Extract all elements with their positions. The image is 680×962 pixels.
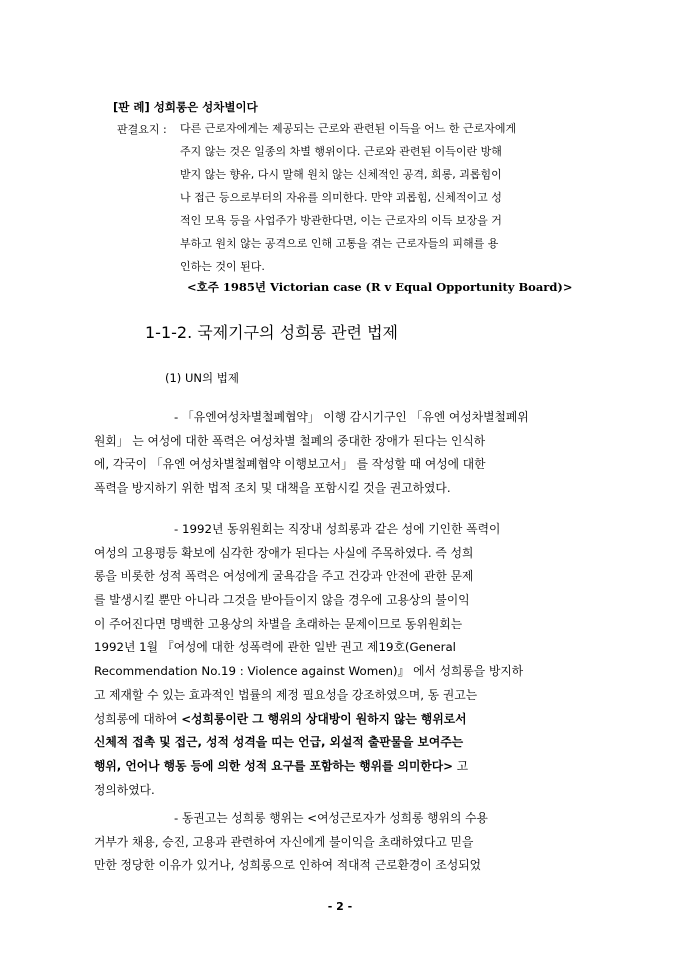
paragraph-line: - 「유엔여성차별철폐협약」 이행 감시기구인 「유엔 여성차별철폐위 bbox=[174, 410, 529, 424]
paragraph-line: 를 발생시킬 뿐만 아니라 그것을 받아들이지 않을 경우에 고용상의 불이익 bbox=[94, 593, 470, 608]
emphasis-line: 신체적 접촉 및 접근, 성적 성격을 띠는 언급, 외설적 출판물을 보여주는 bbox=[94, 735, 464, 750]
case-summary bbox=[180, 121, 586, 282]
paragraph-3 bbox=[94, 810, 588, 881]
paragraph-line: 거부가 채용, 승진, 고용과 관련하여 자신에게 불이익을 초래하였다고 믿을 bbox=[94, 834, 474, 849]
page-number: - 2 - bbox=[327, 900, 353, 913]
paragraph-line: 이 주어진다면 명백한 고용상의 차별을 초래하는 문제이므로 동위원회는 bbox=[94, 616, 463, 631]
paragraph-1 bbox=[94, 409, 588, 504]
paragraph-line: - 동권고는 성희롱 행위는 <여성근로자가 성희롱 행위의 수용 bbox=[174, 811, 488, 825]
paragraph-line: 롱을 비롯한 성적 폭력은 여성에게 굴욕감을 주고 건강과 안전에 관한 문제 bbox=[94, 569, 474, 584]
paragraph-line: Recommendation No.19 : Violence against Women)』 에서 성희롱을 방지하 bbox=[94, 664, 524, 679]
paragraph-2 bbox=[94, 521, 588, 805]
case-reference: <호주 1985년 Victorian case (R v Equal Opportunity Board)> bbox=[187, 280, 573, 294]
case-summary-line: 받지 않는 향유, 다시 말해 원치 않는 신체적인 공격, 희롱, 괴롭힘이 bbox=[180, 168, 502, 181]
paragraph-line: 원회」 는 여성에 대한 폭력은 여성차별 철폐의 중대한 장애가 된다는 인식하 bbox=[94, 433, 486, 448]
paragraph-line: 여성의 고용평등 확보에 심각한 장애가 된다는 사실에 주목하였다. 즉 성희 bbox=[94, 545, 474, 560]
case-summary-line: 다른 근로자에게는 제공되는 근로와 관련된 이득을 어느 한 근로자에게 bbox=[180, 122, 517, 135]
plain-text: 고 bbox=[453, 758, 469, 773]
emphasis-text: <성희롱이란 그 행위의 상대방이 원하지 않는 행위로서 bbox=[181, 711, 467, 726]
case-summary-line: 적인 모욕 등을 사업주가 방관한다면, 이는 근로자의 이득 보장을 거 bbox=[180, 214, 502, 227]
paragraph-line bbox=[94, 758, 588, 782]
case-summary-line: 주지 않는 것은 일종의 차별 행위이다. 근로와 관련된 이득이란 방해 bbox=[180, 145, 502, 158]
case-summary-line: 나 접근 등으로부터의 자유를 의미한다. 만약 괴롭힘, 신체적이고 성 bbox=[180, 191, 502, 204]
paragraph-line: 1992년 1월 『여성에 대한 성폭력에 관한 일반 권고 제19호(General bbox=[94, 640, 456, 655]
case-summary-line: 인하는 것이 된다. bbox=[180, 260, 265, 273]
paragraph-line bbox=[94, 711, 588, 735]
paragraph-line: 에, 각국이 「유엔 여성차별철폐협약 이행보고서」 를 작성할 때 여성에 대한 bbox=[94, 457, 486, 472]
emphasis-text: 행위, 언어나 행동 등에 의한 성적 요구를 포함하는 행위를 의미한다> bbox=[94, 758, 454, 773]
section-heading: 1-1-2. 국제기구의 성희롱 관련 법제 bbox=[145, 323, 398, 342]
paragraph-line: 폭력을 방지하기 위한 법적 조치 및 대책을 포함시킬 것을 권고하였다. bbox=[94, 481, 451, 496]
plain-text: 성희롱에 대하여 bbox=[94, 711, 182, 726]
paragraph-line: 정의하였다. bbox=[94, 782, 155, 797]
paragraph-line: 고 제재할 수 있는 효과적인 법률의 제정 필요성을 강조하였으며, 동 권고는 bbox=[94, 687, 478, 702]
case-summary-label: 판결요지 : bbox=[117, 123, 167, 136]
paragraph-line: 만한 정당한 이유가 있거나, 성희롱으로 인하여 적대적 근로환경이 조성되었 bbox=[94, 858, 482, 873]
case-title: [판 례] 성희롱은 성차별이다 bbox=[113, 100, 258, 114]
paragraph-line: - 1992년 동위원회는 직장내 성희롱과 같은 성에 기인한 폭력이 bbox=[174, 522, 501, 536]
case-summary-line: 부하고 원치 않는 공격으로 인해 고통을 겪는 근로자들의 피해를 용 bbox=[180, 237, 499, 250]
subsection-heading: (1) UN의 법제 bbox=[165, 371, 239, 385]
